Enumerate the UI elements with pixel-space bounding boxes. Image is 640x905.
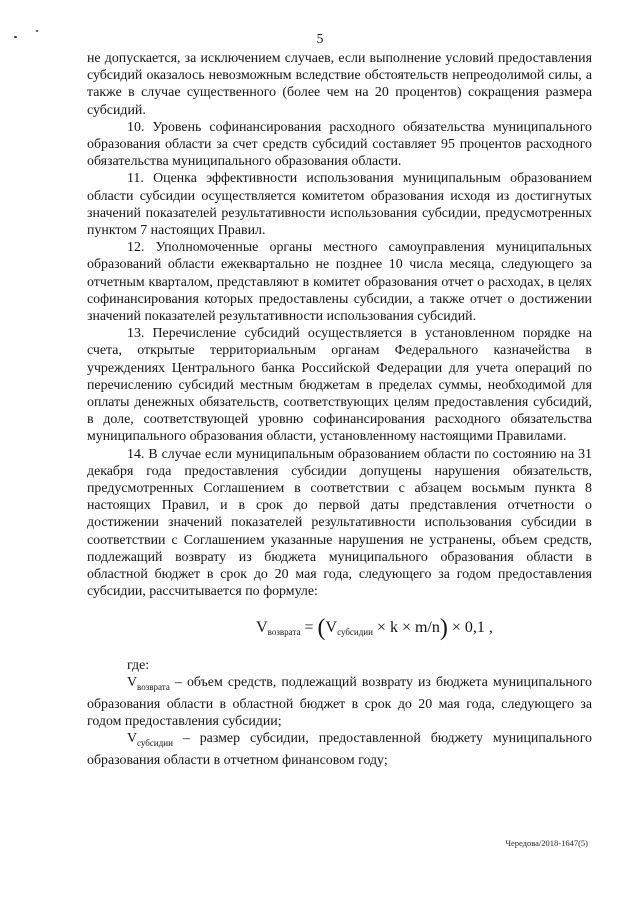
definition-symbol: $V_{субсидии}$ (127, 731, 173, 748)
paragraph-13: 13. Перечисление субсидий осуществляется в установленном порядке на счета, открытые территориальным органам Федерального казначейства в учреждениях Центрального банка Российской Федерации для учета операций по перечислению субсидий местным бюджетам в пределах суммы, необходимой для оплаты денежных обязательств, соответствующих целям предоставления субсидий, в доле, соответствующей уровню софинансирования расходного обязательства муниципального образования области, установленному настоящими Правилами. (87, 326, 592, 445)
formula-open-paren: ( (317, 614, 326, 641)
definition-text: – объем средств, подлежащий возврату из бюджета муниципального образования области в областной бюджет в срок до 20 мая года, следующего за годом предоставления субсидии; (87, 674, 592, 729)
document-body (87, 50, 592, 769)
formula-v-subscript: возврата (267, 626, 301, 637)
page-number: 5 (316, 31, 324, 46)
document-code: Чередова/2018-1647(5) (505, 838, 588, 848)
paragraph-11: 11. Оценка эффективности использования муниципальным образованием области субсидии осуществляется комитетом образования исходя из достигнутых значений показателей результативности использования субсидии, предусмотренных пунктом 7 настоящих Правил. (87, 171, 592, 239)
definition-text: – размер субсидии, предоставленной бюджету муниципального образования области в отчетном финансовом году; (87, 731, 592, 769)
return-formula (87, 615, 592, 645)
paragraph-continuation: не допускается, за исключением случаев, если выполнение условий предоставления субсидий оказалось невозможным вследствие обстоятельств непреодолимой силы, а также в случае существенного (более чем на 20 процентов) сокращения размера субсидий. (87, 51, 592, 118)
paragraph-14: 14. В случае если муниципальным образованием области по состоянию на 31 декабря года предоставления субсидии допущены нарушения обязательств, предусмотренных Соглашением в соответствии с абзацем восьмым пункта 8 настоящих Правил, и в срок до первой даты представления отчетности о достижении значений показателей результативности использования субсидии в соответствии с Соглашением указанные нарушения не устранены, объем средств, подлежащий возврату из бюджета муниципального образования области в областной бюджет в срок до 20 мая года, следующего за годом предоставления субсидии, рассчитывается по формуле: (87, 446, 592, 600)
definition-symbol: $V_{возврата}$ (127, 674, 170, 692)
formula-multipliers: × k × m/n (372, 618, 440, 636)
scan-speck (14, 36, 17, 38)
scan-speck (36, 30, 38, 32)
paragraph-10: 10. Уровень софинансирования расходного обязательства муниципального образования области за счет средств субсидий составляет 95 процентов расходного обязательства муниципального образования области. (87, 119, 592, 170)
where-label: где: (127, 657, 150, 673)
formula-v2-subscript: субсидии (337, 626, 373, 637)
formula-close-paren: ) (439, 614, 448, 641)
definition-v-return (87, 674, 592, 730)
formula-tail: × 0,1 , (447, 618, 493, 636)
formula-v2-symbol: V (325, 618, 338, 636)
formula-equals: = (304, 618, 314, 636)
formula-v-symbol: V (256, 618, 268, 636)
paragraph-12: 12. Уполномоченные органы местного самоуправления муниципальных образований области ежеквартально не позднее 10 числа месяца, следующего за отчетным кварталом, представляют в комитет образования отчет о расходах, в целях софинансирования которых предоставлены субсидии, а также отчет о достижении значений показателей результативности использования субсидий. (87, 240, 592, 325)
definition-v-subsidy (87, 730, 592, 769)
